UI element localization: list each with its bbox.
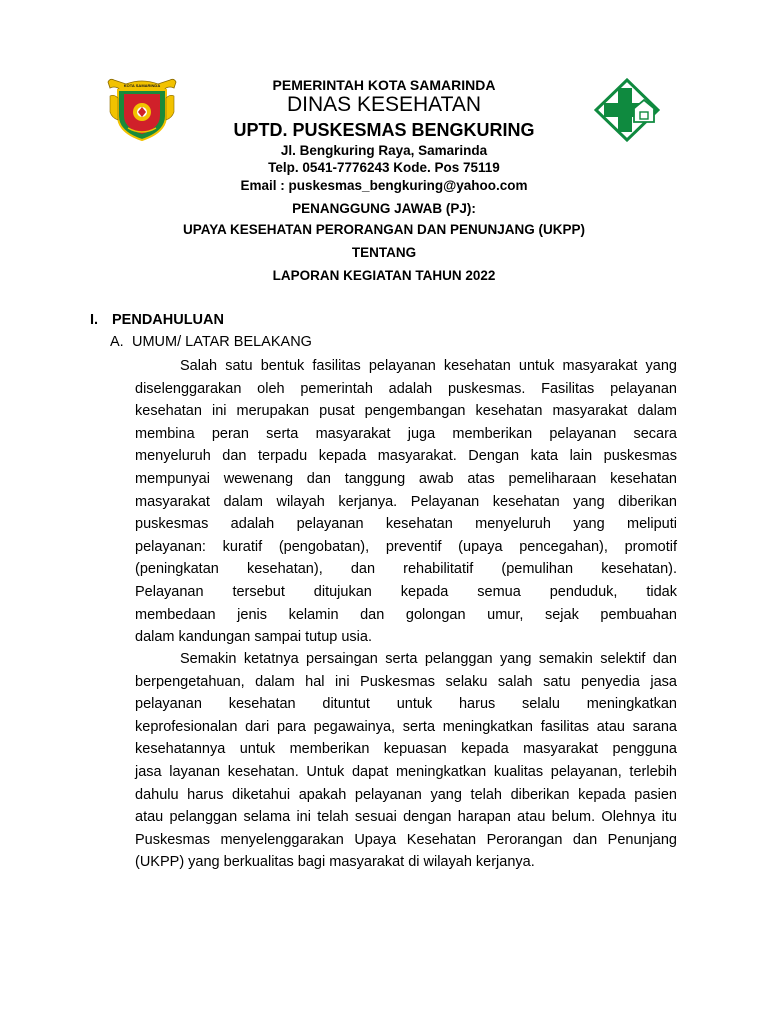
email: Email : puskesmas_bengkuring@yahoo.com xyxy=(240,178,528,193)
paragraph-line: kesehatan ini merupakan pusat pengembangan kesehatan masyarakat dalam xyxy=(135,403,677,420)
paragraph-line: jasa layanan kesehatan. Untuk dapat meningkatkan kualitas pelayanan, terlebih xyxy=(135,763,677,780)
paragraph-line: masyarakat dalam wilayah kerjanya. Pelayanan kesehatan yang diberikan xyxy=(135,493,677,510)
paragraph-line: mempunyai wewenang dan tanggung awab atas pemeliharaan kesehatan xyxy=(135,470,677,487)
paragraph-line: dalam kandungan sampai tutup usia. xyxy=(135,629,372,646)
paragraph-line: Pelayanan tersebut ditujukan kepada semua penduduk, tidak xyxy=(135,583,677,600)
paragraph-2 xyxy=(135,648,677,874)
gov-name: PEMERINTAH KOTA SAMARINDA xyxy=(272,77,496,93)
title-line-1: PENANGGUNG JAWAB (PJ): xyxy=(292,201,476,216)
paragraph-line: membedaan jenis kelamin dan golongan umur, sejak pembuahan xyxy=(135,606,677,623)
paragraph-1 xyxy=(135,355,677,649)
paragraph-line: membina peran serta masyarakat juga memberikan pelayanan secara xyxy=(135,425,677,442)
paragraph-line: pelayanan kesehatan dituntut untuk harus selalu meningkatkan xyxy=(135,696,677,713)
agency-name: DINAS KESEHATAN xyxy=(286,93,482,116)
paragraph-line: Puskesmas menyelenggarakan Upaya Kesehatan Perorangan dan Penunjang xyxy=(135,831,677,848)
paragraph-line: Semakin ketatnya persaingan serta pelanggan yang semakin selektif dan xyxy=(180,651,677,667)
subsection-title: UMUM/ LATAR BELAKANG xyxy=(132,334,312,350)
seal-banner-text: KOTA SAMARINDA xyxy=(123,83,161,88)
unit-name: UPTD. PUSKESMAS BENGKURING xyxy=(233,120,535,140)
paragraph-line: dahulu harus diketahui apakah pelayanan yang telah diberikan kepada pasien xyxy=(135,786,677,803)
paragraph-line: keprofesionalan dari para pegawainya, serta meningkatkan fasilitas atau sarana xyxy=(135,718,677,735)
paragraph-line: (UKPP) yang berkualitas bagi masyarakat di wilayah kerjanya. xyxy=(135,854,535,871)
paragraph-line: berpengetahuan, dalam hal ini Puskesmas selaku salah satu penyedia jasa xyxy=(135,673,677,690)
phone: Telp. 0541-7776243 Kode. Pos 75119 xyxy=(268,160,500,175)
paragraph-line: Salah satu bentuk fasilitas pelayanan kesehatan untuk masyarakat yang xyxy=(180,358,677,374)
subsection-number: A. xyxy=(110,334,124,350)
paragraph-line: pelayanan: kuratif (pengobatan), preventif (upaya pencegahan), promotif xyxy=(135,538,677,555)
paragraph-line: (peningkatan kesehatan), dan rehabilitatif (pemulihan kesehatan). xyxy=(135,561,677,578)
title-line-4: LAPORAN KEGIATAN TAHUN 2022 xyxy=(272,268,496,283)
paragraph-line: menyeluruh dan terpadu kepada masyarakat. Dengan kata lain puskesmas xyxy=(135,448,677,465)
paragraph-line: atau pelanggan selama ini telah sesuai dengan harapan atau belum. Olehnya itu xyxy=(135,809,677,826)
section-title: PENDAHULUAN xyxy=(112,312,224,328)
section-number: I. xyxy=(90,312,99,328)
paragraph-line: kesehatannya untuk memberikan kepuasan kepada masyarakat pengguna xyxy=(135,741,677,758)
paragraph-line: diselenggarakan oleh pemerintah adalah puskesmas. Fasilitas pelayanan xyxy=(135,380,677,397)
title-line-3: TENTANG xyxy=(351,245,417,260)
title-line-2: UPAYA KESEHATAN PERORANGAN DAN PENUNJANG (UKPP) xyxy=(182,222,586,237)
paragraph-line: puskesmas adalah pelayanan kesehatan menyeluruh yang meliputi xyxy=(135,516,677,533)
address: Jl. Bengkuring Raya, Samarinda xyxy=(280,143,488,158)
